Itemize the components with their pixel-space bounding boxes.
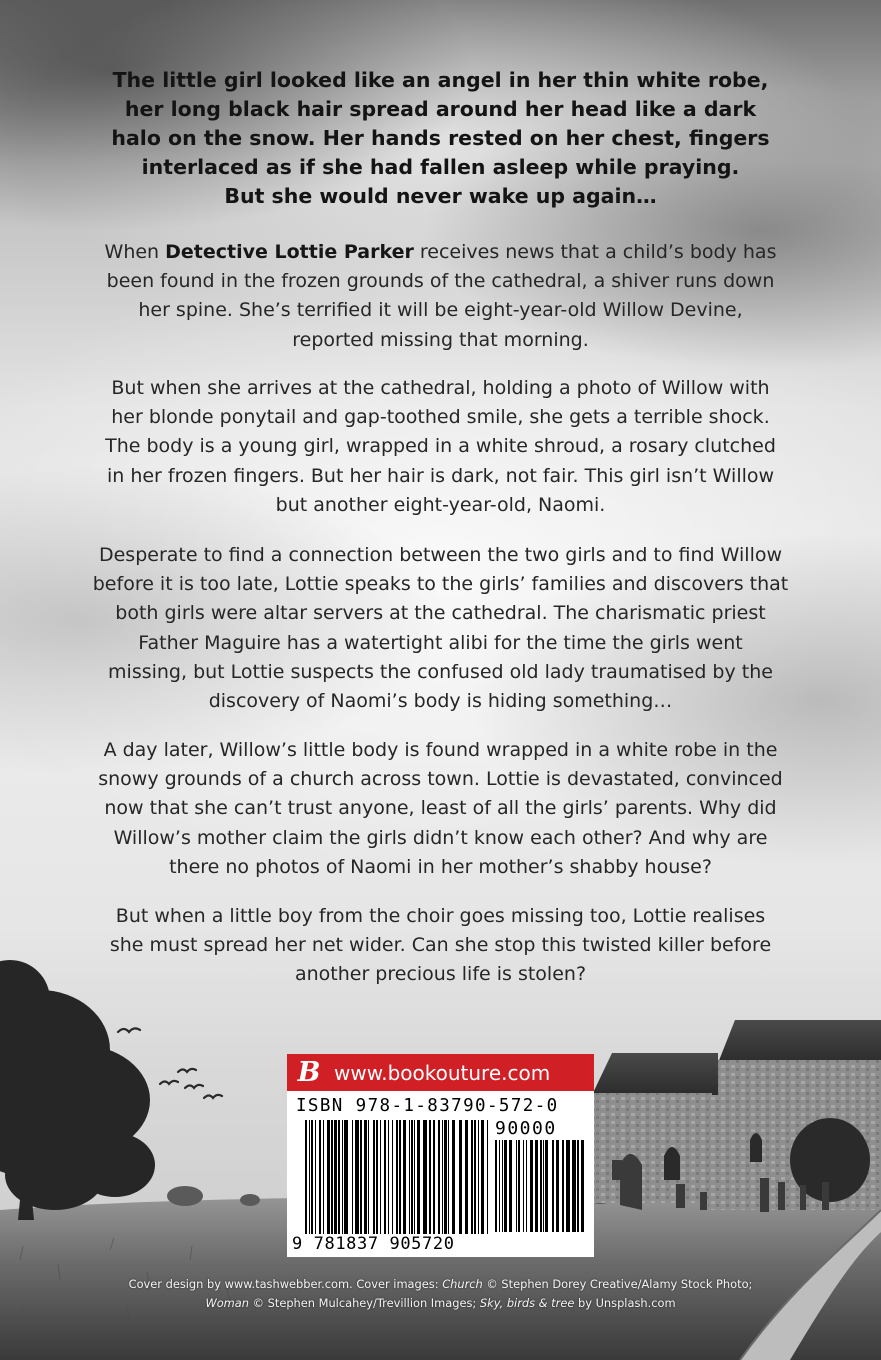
blurb-paragraph-2	[40, 374, 841, 520]
barcode-bar	[423, 1120, 427, 1234]
barcode-bar	[566, 1140, 570, 1232]
lead-line: The little girl looked like an angel in her thin white robe,	[112, 68, 769, 92]
paragraph-line: there no photos of Naomi in her mother’s shabby house?	[169, 855, 712, 878]
barcode-bar	[399, 1120, 401, 1234]
credits-text: Cover design by www.tashwebber.com. Cover images:	[128, 1277, 443, 1291]
barcode-bar	[481, 1120, 484, 1234]
paragraph-line: Desperate to find a connection between the two girls and to find Willow	[98, 544, 783, 566]
barcode-bar	[433, 1120, 435, 1234]
barcode-bar	[535, 1140, 538, 1232]
paragraph-line: but another eight-year-old, Naomi.	[275, 493, 606, 516]
barcode-bar	[442, 1120, 443, 1234]
barcode-bar	[552, 1140, 554, 1232]
barcode-bar	[396, 1120, 398, 1234]
blurb-paragraph-1	[40, 238, 841, 355]
barcode-bar	[540, 1140, 542, 1232]
barcode-bar	[409, 1120, 410, 1234]
lead-line: interlaced as if she had fallen asleep while praying.	[141, 155, 740, 179]
barcode-bar	[364, 1120, 367, 1234]
barcode-bar	[448, 1120, 449, 1234]
paragraph-line: her spine. She’s terrified it will be eight-year-old Willow Devine,	[138, 299, 743, 322]
lead-line: But she would never wake up again…	[224, 184, 657, 208]
isbn-number: ISBN 978-1-83790-572-0	[296, 1096, 559, 1116]
barcode-bar	[530, 1140, 533, 1232]
paragraph-line: discovery of Naomi’s body is hiding something…	[208, 690, 673, 713]
barcode-bar	[526, 1140, 527, 1232]
barcode-bar	[516, 1140, 517, 1232]
publisher-website: www.bookouture.com	[334, 1060, 551, 1085]
barcode-digits: 9 781837 905720	[292, 1234, 455, 1254]
barcode-main	[305, 1120, 491, 1234]
barcode-bar	[417, 1120, 420, 1234]
paragraph-line: now that she can’t trust anyone, least of all the girls’ parents. Why did	[104, 797, 777, 820]
barcode-bar	[403, 1120, 406, 1234]
barcode-bar	[581, 1140, 584, 1232]
barcode-bar	[309, 1120, 310, 1234]
barcode-bar	[502, 1140, 503, 1232]
barcode-bar	[414, 1120, 415, 1234]
barcode-bar	[384, 1120, 386, 1234]
barcode-bar	[388, 1120, 389, 1234]
bookouture-logo-icon: B	[297, 1057, 321, 1088]
barcode-bar	[352, 1120, 353, 1234]
paragraph-line: missing, but Lottie suspects the confused old lady traumatised by the	[108, 660, 773, 683]
credits-italic: Sky, birds & tree	[479, 1296, 575, 1310]
barcode-bar	[368, 1120, 369, 1234]
paragraph-line: But when she arrives at the cathedral, holding a photo of Willow with	[111, 377, 770, 399]
paragraph-line: she must spread her net wider. Can she stop this twisted killer before	[109, 934, 772, 957]
barcode-bar	[392, 1120, 393, 1234]
barcode-bar	[311, 1120, 313, 1234]
barcode-bar	[334, 1120, 337, 1234]
paragraph-line: But when a little boy from the choir goes missing too, Lottie realises	[115, 905, 766, 927]
blurb-paragraph-3	[40, 541, 841, 716]
lead-line: her long black hair spread around her head like a dark	[124, 97, 757, 121]
paragraph-line: in her frozen fingers. But her hair is dark, not fair. This girl isn’t Willow	[106, 464, 775, 487]
paragraph-line: her blonde ponytail and gap-toothed smile, she gets a terrible shock.	[111, 406, 770, 429]
barcode-bar	[572, 1140, 576, 1232]
paragraph-line: reported missing that morning.	[292, 328, 589, 351]
credits-italic: Church	[442, 1277, 483, 1291]
blurb-paragraph-4	[40, 736, 841, 882]
barcode-bar	[509, 1140, 512, 1232]
barcode-bar	[471, 1120, 473, 1234]
tree	[0, 960, 155, 1220]
barcode-bar	[452, 1120, 455, 1234]
credits-italic: Woman	[205, 1296, 249, 1310]
barcode-bar	[438, 1120, 440, 1234]
paragraph-line: A day later, Willow’s little body is found wrapped in a white robe in the	[103, 739, 778, 761]
barcode-bar	[360, 1120, 362, 1234]
barcode-bar	[315, 1120, 316, 1234]
barcode-bar	[323, 1120, 324, 1234]
credits-text: © Stephen Dorey Creative/Alamy Stock Photo;	[482, 1277, 753, 1291]
barcode-bar	[487, 1120, 488, 1234]
paragraph-text: When	[104, 241, 166, 263]
barcode-bar	[545, 1140, 548, 1232]
barcode-bar	[344, 1120, 348, 1234]
barcode-bar	[355, 1120, 359, 1234]
barcode-bar	[327, 1120, 330, 1234]
barcode-bar	[543, 1140, 544, 1232]
barcode-bar	[556, 1140, 559, 1232]
barcode-bar	[478, 1120, 479, 1234]
credits-text: © Stephen Mulcahey/Trevillion Images;	[248, 1296, 480, 1310]
barcode-bar	[411, 1120, 413, 1234]
paragraph-line: both girls were altar servers at the cathedral. The charismatic priest	[115, 602, 766, 625]
barcode-bar	[499, 1140, 500, 1232]
paragraph-line: snowy grounds of a church across town. Lottie is devastated, convinced	[98, 768, 783, 791]
paragraph-line: before it is too late, Lottie speaks to the girls’ families and discovers that	[92, 573, 789, 596]
barcode-bar	[459, 1120, 462, 1234]
barcode-bar	[342, 1120, 343, 1234]
credits-text: by Unsplash.com	[574, 1296, 676, 1310]
barcode-bar	[376, 1120, 378, 1234]
lead-line: halo on the snow. Her hands rested on her chest, fingers	[111, 126, 770, 150]
barcode-bar	[331, 1120, 333, 1234]
barcode-bar	[338, 1120, 340, 1234]
barcode-bar	[495, 1140, 497, 1232]
barcode-bar	[380, 1120, 381, 1234]
barcode-bar	[319, 1120, 321, 1234]
barcode-panel	[287, 1054, 594, 1257]
cover-credits	[40, 1275, 841, 1313]
price-code: 90000	[495, 1118, 557, 1139]
paragraph-line: The body is a young girl, wrapped in a white shroud, a rosary clutched	[105, 435, 776, 458]
barcode-bar	[523, 1140, 524, 1232]
paragraph-line: another precious life is stolen?	[294, 963, 587, 986]
barcode-bar	[474, 1120, 476, 1234]
publisher-band	[287, 1054, 594, 1091]
barcode-bar	[518, 1140, 520, 1232]
barcode-addon	[495, 1140, 587, 1232]
paragraph-line: Father Maguire has a watertight alibi for the time the girls went	[138, 631, 743, 654]
paragraph-line: Willow’s mother claim the girls didn’t know each other? And why are	[113, 826, 768, 849]
barcode-bar	[305, 1120, 307, 1234]
barcode-bar	[444, 1120, 447, 1234]
paragraph-line: been found in the frozen grounds of the cathedral, a shiver runs down	[106, 270, 775, 293]
detective-name: Detective Lottie Parker	[165, 241, 414, 263]
barcode-bar	[504, 1140, 507, 1232]
paragraph-text: receives news that a child’s body has	[413, 241, 777, 263]
barcode-bar	[577, 1140, 579, 1232]
barcode-bar	[429, 1120, 431, 1234]
barcode-bar	[465, 1120, 468, 1234]
barcode-bar	[562, 1140, 564, 1232]
blurb-lead	[40, 66, 841, 211]
barcode-bar	[373, 1120, 375, 1234]
